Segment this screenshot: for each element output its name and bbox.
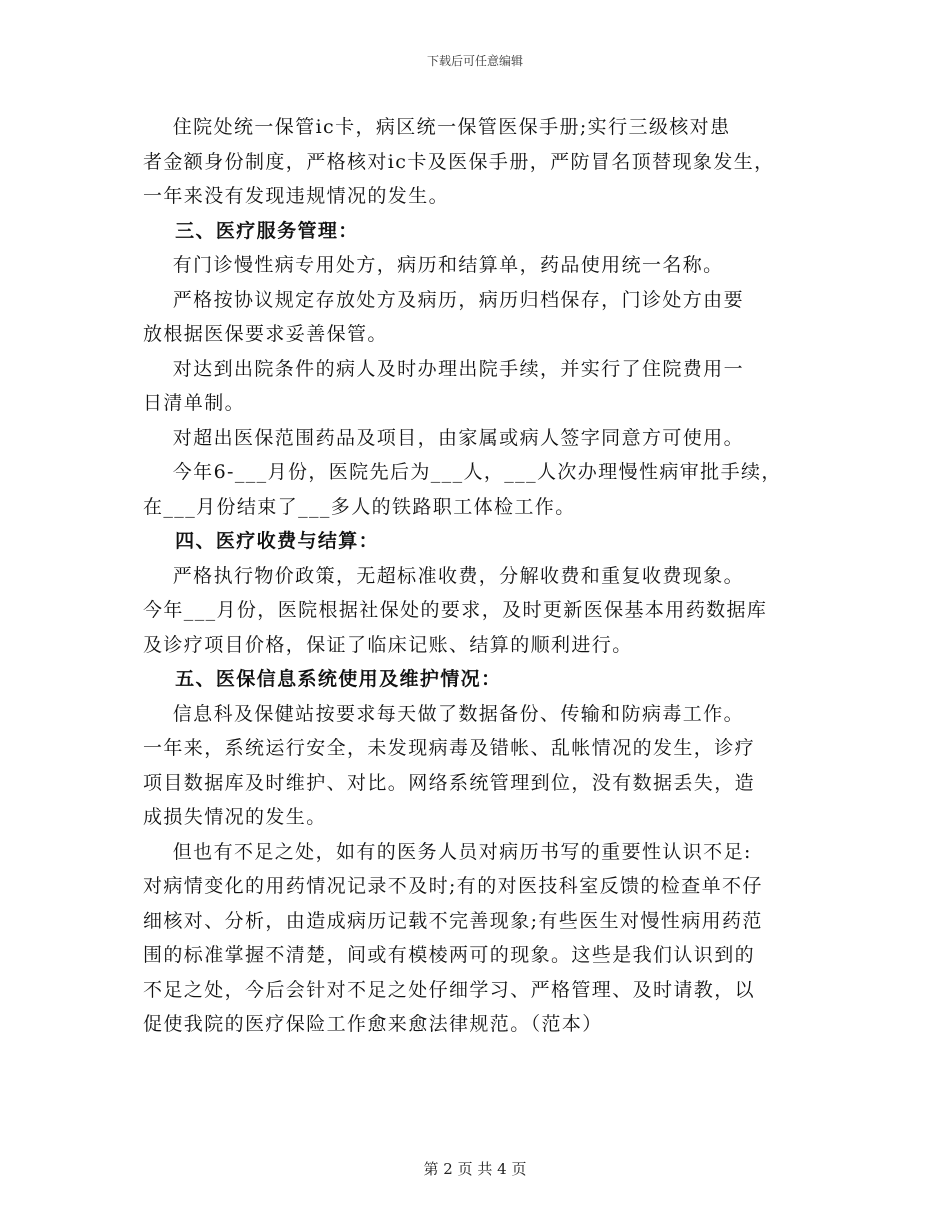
paragraph-record-storage: 严格按协议规定存放处方及病历，病历归档保存，门诊处方由要 放根据医保要求妥善保管。	[143, 288, 744, 345]
paragraph-price-policy: 严格执行物价政策，无超标准收费，分解收费和重复收费现象。 今年___月份，医院根据社保处的要求，及时更新医保基本用药数据库 及诊疗项目价格，保证了临床记账、结算的顺利进行。	[143, 564, 768, 656]
page-header-note: 下载后可任意编辑	[426, 54, 523, 68]
section-heading-info-system: 五、医保信息系统使用及维护情况：	[143, 668, 502, 690]
paragraph-out-of-scope-drugs: 对超出医保范围药品及项目，由家属或病人签字同意方可使用。	[143, 426, 744, 449]
section-heading-medical-service: 三、医疗服务管理：	[143, 219, 359, 242]
paragraph-chronic-approval-stats: 今年6-___月份，医院先后为___人，___人次办理慢性病审批手续， 在___月份结束了___多人的铁路职工体检工作。	[143, 461, 782, 518]
paragraph-discharge-procedure: 对达到出院条件的病人及时办理出院手续，并实行了住院费用一 日清单制。	[143, 357, 744, 414]
paragraph-insurance-card-custody: 住院处统一保管ic卡，病区统一保管医保手册;实行三级核对患 者金额身份制度，严格核对ic卡及医保手册，严防冒名顶替现象发生， 一年来没有发现违规情况的发生。	[143, 116, 775, 207]
page-number-footer: 第 2 页 共 4 页	[423, 1160, 527, 1178]
section-heading-fees-settlement: 四、医疗收费与结算：	[143, 530, 380, 552]
paragraph-chronic-prescription: 有门诊慢性病专用处方，病历和结算单，药品使用统一名称。	[143, 254, 724, 276]
paragraph-system-maintenance: 信息科及保健站按要求每天做了数据备份、传输和防病毒工作。 一年来，系统运行安全，未发现病毒及错帐、乱帐情况的发生，诊疗 项目数据库及时维护、对比。网络系统管理到位，没有数据丢失，造 成损失情况的发生。	[143, 702, 756, 828]
paragraph-shortcomings: 但也有不足之处，如有的医务人员对病历书写的重要性认识不足: 对病情变化的用药情况记录不及时;有的对医技科室反馈的检查单不仔 细核对、分析，由造成病历记载不完善现象;有些医生对慢性病用药范 围的标准掌握不清楚，间或有模棱两可的现象。这些是我们认识到的 不足之处，今后会针对不足之处仔细学习、严格管理、及时请教，以 促使我院的医疗保险工作愈来愈法律规范。（范本）	[143, 840, 763, 1035]
document-body	[143, 110, 833, 1042]
